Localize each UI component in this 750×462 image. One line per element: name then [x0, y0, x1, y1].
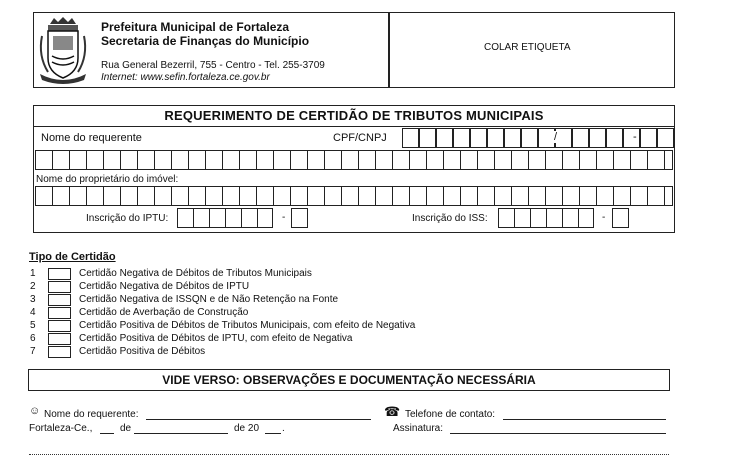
iptu-label: Inscrição do IPTU: [86, 213, 169, 224]
cpf-box[interactable] [606, 128, 623, 148]
certificate-option-5[interactable] [30, 319, 415, 332]
cpf-box[interactable] [623, 128, 640, 148]
option-label: Certidão Negativa de Débitos de IPTU [79, 281, 250, 292]
option-checkbox[interactable] [48, 346, 71, 358]
certificate-option-4[interactable] [30, 306, 248, 319]
cpf-label: CPF/CNPJ [333, 132, 387, 144]
option-label: Certidão Negativa de ISSQN e de Não Retenção na Fonte [79, 294, 339, 305]
cpf-box[interactable] [419, 128, 436, 148]
iss-dash: - [602, 212, 606, 223]
footer-phone-line[interactable] [503, 419, 666, 420]
option-label: Certidão Positiva de Débitos de IPTU, com efeito de Negativa [79, 333, 353, 344]
coat-of-arms-icon [36, 16, 90, 84]
option-label: Certidão Positiva de Débitos [79, 346, 206, 357]
option-checkbox[interactable] [48, 294, 71, 306]
option-label: Certidão Negativa de Débitos de Tributos Municipais [79, 268, 312, 279]
cpf-box[interactable] [640, 128, 657, 148]
form-title-divider [33, 126, 675, 127]
certificate-option-1[interactable] [30, 267, 312, 280]
footer-dot: . [282, 423, 285, 434]
phone-icon: ☎ [384, 404, 401, 419]
option-checkbox[interactable] [48, 320, 71, 332]
footer-de1: de [120, 423, 132, 434]
footer-city-label: Fortaleza-Ce., [29, 423, 93, 434]
iss-label: Inscrição do ISS: [412, 213, 488, 224]
footer-year-line[interactable] [265, 433, 281, 434]
iss-check-box[interactable] [612, 208, 629, 228]
cpf-box[interactable] [470, 128, 487, 148]
certificate-option-6[interactable] [30, 332, 352, 345]
certificate-heading: Tipo de Certidão [29, 251, 116, 263]
cpf-box[interactable] [436, 128, 453, 148]
option-number: 5 [30, 320, 36, 331]
cpf-box[interactable] [657, 128, 674, 148]
option-number: 1 [30, 268, 36, 279]
form-title: REQUERIMENTO DE CERTIDÃO DE TRIBUTOS MUNICIPAIS [164, 108, 544, 123]
cpf-box[interactable] [572, 128, 589, 148]
footer-sign-line[interactable] [450, 433, 666, 434]
org-internet: Internet: www.sefin.fortaleza.ce.gov.br [101, 72, 270, 83]
option-checkbox[interactable] [48, 268, 71, 280]
footer-month-line[interactable] [134, 433, 228, 434]
iptu-check-box[interactable] [291, 208, 308, 228]
certificate-option-2[interactable] [30, 280, 249, 293]
option-number: 4 [30, 307, 36, 318]
option-checkbox[interactable] [48, 333, 71, 345]
cpf-box[interactable] [402, 128, 419, 148]
iss-field[interactable] [498, 208, 594, 228]
org-name: Prefeitura Municipal de Fortaleza [101, 20, 290, 34]
cpf-dash: - [633, 131, 637, 143]
cpf-box[interactable] [504, 128, 521, 148]
iptu-field[interactable] [177, 208, 273, 228]
smiley-icon: ☺ [29, 405, 41, 417]
requester-name-field[interactable] [35, 150, 673, 170]
cpf-box[interactable] [589, 128, 606, 148]
footer-sign-label: Assinatura: [393, 423, 444, 434]
owner-name-field[interactable] [35, 186, 673, 206]
footer-requester-label: Nome do requerente: [44, 409, 139, 420]
requester-label: Nome do requerente [41, 132, 142, 144]
certificate-option-7[interactable] [30, 345, 205, 358]
iptu-dash: - [282, 212, 286, 223]
cut-line [29, 454, 669, 455]
cpf-box[interactable] [538, 128, 558, 148]
footer-day-line[interactable] [100, 433, 114, 434]
owner-label: Nome do proprietário do imóvel: [36, 174, 179, 185]
option-label: Certidão Positiva de Débitos de Tributos Municipais, com efeito de Negativa [79, 320, 416, 331]
option-number: 3 [30, 294, 36, 305]
option-number: 2 [30, 281, 36, 292]
org-subname: Secretaria de Finanças do Município [101, 34, 310, 48]
option-label: Certidão de Averbação de Construção [79, 307, 249, 318]
option-number: 6 [30, 333, 36, 344]
cpf-box[interactable] [555, 128, 572, 148]
certificate-option-3[interactable] [30, 293, 338, 306]
option-checkbox[interactable] [48, 307, 71, 319]
footer-requester-line[interactable] [146, 419, 371, 420]
cpf-box[interactable] [453, 128, 470, 148]
cpf-box[interactable] [487, 128, 504, 148]
footer-de2: de 20 [234, 423, 260, 434]
footer-phone-label: Telefone de contato: [405, 409, 496, 420]
cpf-box[interactable] [521, 128, 538, 148]
notice-text: VIDE VERSO: OBSERVAÇÕES E DOCUMENTAÇÃO NECESSÁRIA [162, 373, 536, 387]
option-checkbox[interactable] [48, 281, 71, 293]
option-number: 7 [30, 346, 36, 357]
label-box-text: COLAR ETIQUETA [484, 42, 571, 53]
org-address: Rua General Bezerril, 755 - Centro - Tel. 255-3709 [101, 60, 325, 71]
cpf-slash: / [554, 131, 558, 143]
